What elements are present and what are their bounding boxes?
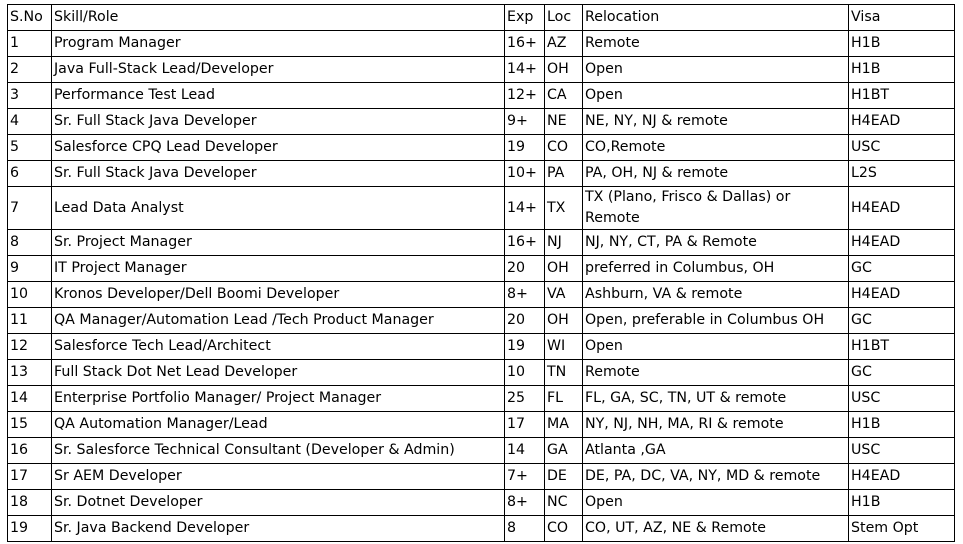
cell-exp: 10 (505, 360, 545, 386)
cell-relocation: CO,Remote (583, 135, 849, 161)
cell-exp: 14+ (505, 57, 545, 83)
cell-exp: 16+ (505, 230, 545, 256)
cell-relocation: FL, GA, SC, TN, UT & remote (583, 386, 849, 412)
cell-sno: 5 (8, 135, 52, 161)
cell-relocation: PA, OH, NJ & remote (583, 161, 849, 187)
cell-loc: OH (545, 256, 583, 282)
cell-relocation (583, 187, 849, 230)
header-skill: Skill/Role (52, 5, 505, 31)
header-relocation: Relocation (583, 5, 849, 31)
cell-relocation: preferred in Columbus, OH (583, 256, 849, 282)
cell-relocation: DE, PA, DC, VA, NY, MD & remote (583, 464, 849, 490)
cell-exp: 7+ (505, 464, 545, 490)
cell-relocation: Open (583, 490, 849, 516)
cell-relocation: Open (583, 57, 849, 83)
cell-exp: 14+ (505, 187, 545, 230)
cell-visa: L2S (849, 161, 955, 187)
table-row (8, 83, 955, 109)
cell-skill: Salesforce Tech Lead/Architect (52, 334, 505, 360)
cell-visa: H1B (849, 31, 955, 57)
cell-sno: 7 (8, 187, 52, 230)
cell-sno: 8 (8, 230, 52, 256)
cell-skill: Sr. Salesforce Technical Consultant (Developer & Admin) (52, 438, 505, 464)
cell-skill: Enterprise Portfolio Manager/ Project Manager (52, 386, 505, 412)
cell-exp: 19 (505, 334, 545, 360)
cell-exp: 8+ (505, 282, 545, 308)
cell-exp: 10+ (505, 161, 545, 187)
table-header-row (8, 5, 955, 31)
cell-loc: CA (545, 83, 583, 109)
cell-visa: GC (849, 256, 955, 282)
cell-loc: GA (545, 438, 583, 464)
table-row (8, 230, 955, 256)
table-row (8, 386, 955, 412)
cell-skill: Program Manager (52, 31, 505, 57)
candidate-table (7, 4, 955, 542)
cell-skill: Sr. Dotnet Developer (52, 490, 505, 516)
cell-visa: USC (849, 438, 955, 464)
table-row (8, 187, 955, 230)
cell-sno: 12 (8, 334, 52, 360)
table-row (8, 109, 955, 135)
cell-visa: H1BT (849, 334, 955, 360)
cell-loc: OH (545, 57, 583, 83)
cell-sno: 17 (8, 464, 52, 490)
cell-loc: CO (545, 516, 583, 542)
cell-visa: H4EAD (849, 230, 955, 256)
cell-visa: H4EAD (849, 282, 955, 308)
cell-relocation-text: TX (Plano, Frisco & Dallas) or Remote (585, 189, 791, 226)
cell-relocation: Open (583, 334, 849, 360)
cell-sno: 11 (8, 308, 52, 334)
cell-visa: H1B (849, 412, 955, 438)
cell-visa: H1B (849, 57, 955, 83)
cell-sno: 1 (8, 31, 52, 57)
cell-relocation: Open (583, 83, 849, 109)
table-row (8, 256, 955, 282)
cell-skill: IT Project Manager (52, 256, 505, 282)
cell-exp: 17 (505, 412, 545, 438)
cell-sno: 2 (8, 57, 52, 83)
cell-sno: 10 (8, 282, 52, 308)
table-row (8, 334, 955, 360)
cell-exp: 16+ (505, 31, 545, 57)
table-row (8, 161, 955, 187)
cell-exp: 8+ (505, 490, 545, 516)
cell-loc: NJ (545, 230, 583, 256)
cell-visa: GC (849, 308, 955, 334)
cell-sno: 4 (8, 109, 52, 135)
table-row (8, 360, 955, 386)
cell-skill: Java Full-Stack Lead/Developer (52, 57, 505, 83)
cell-exp: 20 (505, 308, 545, 334)
cell-sno: 18 (8, 490, 52, 516)
cell-exp: 20 (505, 256, 545, 282)
header-sno: S.No (8, 5, 52, 31)
header-loc: Loc (545, 5, 583, 31)
table-row (8, 31, 955, 57)
cell-exp: 9+ (505, 109, 545, 135)
cell-sno: 15 (8, 412, 52, 438)
cell-relocation: Remote (583, 31, 849, 57)
cell-relocation: NJ, NY, CT, PA & Remote (583, 230, 849, 256)
cell-relocation: NE, NY, NJ & remote (583, 109, 849, 135)
table-row (8, 412, 955, 438)
cell-skill: Performance Test Lead (52, 83, 505, 109)
table-row (8, 57, 955, 83)
header-exp: Exp (505, 5, 545, 31)
cell-loc: CO (545, 135, 583, 161)
cell-loc: NC (545, 490, 583, 516)
cell-loc: PA (545, 161, 583, 187)
cell-visa: USC (849, 386, 955, 412)
cell-sno: 3 (8, 83, 52, 109)
cell-skill: Sr. Project Manager (52, 230, 505, 256)
cell-loc: OH (545, 308, 583, 334)
cell-exp: 8 (505, 516, 545, 542)
cell-loc: NE (545, 109, 583, 135)
cell-skill: QA Manager/Automation Lead /Tech Product Manager (52, 308, 505, 334)
cell-visa: H1B (849, 490, 955, 516)
cell-visa: H4EAD (849, 464, 955, 490)
cell-sno: 16 (8, 438, 52, 464)
cell-visa: USC (849, 135, 955, 161)
cell-loc: DE (545, 464, 583, 490)
cell-skill: Sr. Full Stack Java Developer (52, 109, 505, 135)
cell-sno: 19 (8, 516, 52, 542)
cell-sno: 9 (8, 256, 52, 282)
table-row (8, 464, 955, 490)
cell-sno: 13 (8, 360, 52, 386)
cell-skill: Sr. Full Stack Java Developer (52, 161, 505, 187)
cell-skill: Full Stack Dot Net Lead Developer (52, 360, 505, 386)
cell-loc: AZ (545, 31, 583, 57)
cell-visa: Stem Opt (849, 516, 955, 542)
cell-relocation: Open, preferable in Columbus OH (583, 308, 849, 334)
table-row (8, 516, 955, 542)
cell-exp: 25 (505, 386, 545, 412)
cell-skill: Sr. Java Backend Developer (52, 516, 505, 542)
cell-exp: 19 (505, 135, 545, 161)
cell-skill: Lead Data Analyst (52, 187, 505, 230)
table-row (8, 308, 955, 334)
cell-loc: VA (545, 282, 583, 308)
cell-exp: 12+ (505, 83, 545, 109)
cell-skill: QA Automation Manager/Lead (52, 412, 505, 438)
cell-relocation: CO, UT, AZ, NE & Remote (583, 516, 849, 542)
cell-skill: Salesforce CPQ Lead Developer (52, 135, 505, 161)
cell-visa: H4EAD (849, 109, 955, 135)
cell-visa: H1BT (849, 83, 955, 109)
cell-visa: GC (849, 360, 955, 386)
cell-sno: 6 (8, 161, 52, 187)
cell-relocation: Ashburn, VA & remote (583, 282, 849, 308)
cell-loc: TX (545, 187, 583, 230)
cell-relocation: NY, NJ, NH, MA, RI & remote (583, 412, 849, 438)
cell-loc: MA (545, 412, 583, 438)
cell-loc: TN (545, 360, 583, 386)
table-row (8, 490, 955, 516)
table-row (8, 135, 955, 161)
cell-visa: H4EAD (849, 187, 955, 230)
cell-loc: FL (545, 386, 583, 412)
table-row (8, 282, 955, 308)
cell-loc: WI (545, 334, 583, 360)
header-visa: Visa (849, 5, 955, 31)
cell-relocation: Atlanta ,GA (583, 438, 849, 464)
table-row (8, 438, 955, 464)
cell-relocation: Remote (583, 360, 849, 386)
cell-sno: 14 (8, 386, 52, 412)
cell-skill: Sr AEM Developer (52, 464, 505, 490)
cell-skill: Kronos Developer/Dell Boomi Developer (52, 282, 505, 308)
cell-exp: 14 (505, 438, 545, 464)
